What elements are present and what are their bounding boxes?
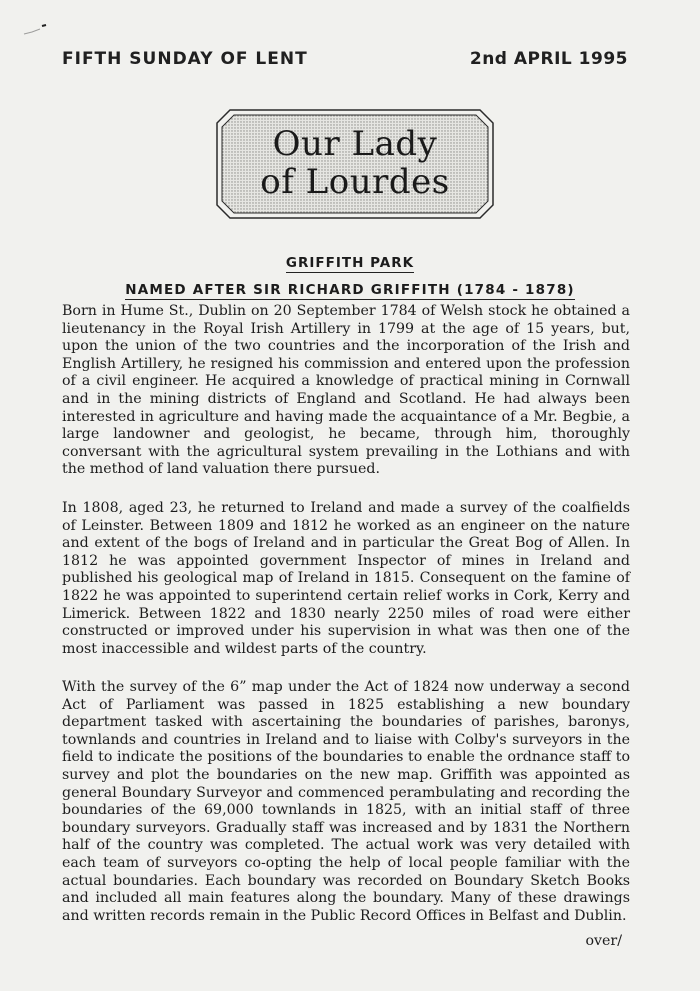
date-label: 2nd APRIL 1995 (469, 49, 628, 69)
named-after-line: NAMED AFTER SIR RICHARD GRIFFITH (1784 - 1878) (125, 282, 575, 298)
paragraph-early-life: Born in Hume St., Dublin on 20 September 1784 of Welsh stock he obtained a lieutenancy in the Royal Irish Artillery in 1799 at the age of 15 years, but, upon the union of the two countries and the incorporation of the Irish and English Artillery, he resigned his commission and entered upon the profession of a civil engineer. He acquired a knowledge of practical mining in Cornwall and in the mining districts of England and Scotland. He had always been interested in agriculture and having made the acquaintance of a Mr. Begbie, a large landowner and geologist, he became, through him, thoroughly conversant with the agricultural system prevailing in the Lothians and with the method of land valuation there pursued. (62, 303, 630, 478)
place-name: GRIFFITH PARK (285, 255, 415, 271)
paragraph-ireland-work: In 1808, aged 23, he returned to Ireland and made a survey of the coalfields of Leinster. Between 1809 and 1812 he worked as an engineer on the nature and extent of the bogs of Ireland and in particular the Great Bog of Allen. In 1812 he was appointed government Inspector of mines in Ireland and published his geological map of Ireland in 1815. Consequent on the famine of 1822 he was appointed to superintend certain relief works in Cork, Kerry and Limerick. Between 1822 and 1830 nearly 2250 miles of road were either constructed or improved under his supervision in what was then one of the most inaccessible and wildest parts of the country. (62, 500, 630, 657)
section-heading (0, 255, 700, 271)
parish-title (216, 125, 494, 201)
occasion-label: FIFTH SUNDAY OF LENT (62, 49, 308, 69)
title-line-2: of Lourdes (260, 162, 450, 202)
section-subheading (0, 282, 700, 298)
title-line-1: Our Lady (272, 124, 438, 164)
page-turn-note: over/ (585, 933, 622, 949)
parish-title-banner (216, 109, 494, 219)
paragraph-boundary-survey: With the survey of the 6” map under the Act of 1824 now underway a second Act of Parliament was passed in 1825 establishing a new boundary department tasked with ascertaining the boundaries of parishes, baronys, townlands and countries in Ireland and to liaise with Colby's surveyors in the field to indicate the positions of the boundaries to enable the ordnance staff to survey and plot the boundaries on the new map. Griffith was appointed as general Boundary Surveyor and commenced perambulating and recording the boundaries of the 69,000 townlands in 1825, with an initial staff of three boundary surveyors. Gradually staff was increased and by 1831 the Northern half of the country was completed. The actual work was very detailed with each team of surveyors co-opting the help of local people familiar with the actual boundaries. Each boundary was recorded on Boundary Sketch Books and included all main features along the boundary. Many of these drawings and written records remain in the Public Record Offices in Belfast and Dublin. (62, 679, 630, 924)
stray-mark (22, 22, 50, 38)
